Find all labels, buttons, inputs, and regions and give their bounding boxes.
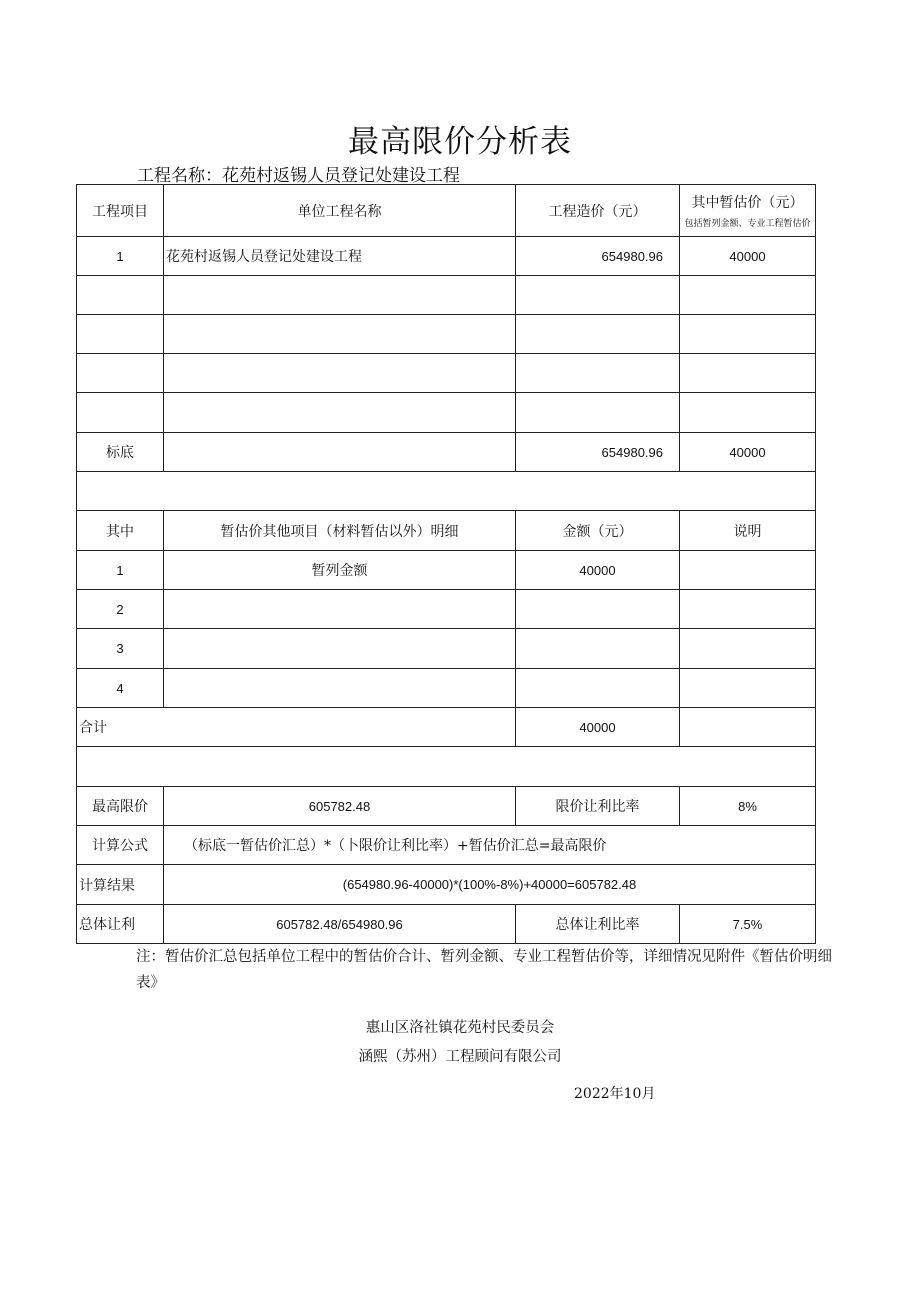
table-row — [77, 354, 816, 393]
biaodi-label: 标底 — [77, 433, 164, 472]
result-row — [77, 865, 816, 905]
overall-ratio: 7.5% — [680, 905, 816, 944]
result-text: (654980.96-40000)*(100%-8%)+40000=605782.48 — [164, 865, 816, 905]
row1-estimate: 40000 — [680, 237, 816, 276]
page-title: 最高限价分析表 — [348, 124, 572, 160]
formula-text: （标底一暂估价汇总）*（卜限价让利比率）+暂估价汇总=最高限价 — [164, 826, 816, 865]
detail-header-c4: 说明 — [680, 511, 816, 551]
detail-name — [164, 590, 516, 629]
biaodi-cost: 654980.96 — [516, 433, 680, 472]
detail-row — [77, 629, 816, 669]
total-amount: 40000 — [516, 708, 680, 747]
detail-name — [164, 669, 516, 708]
total-row — [77, 708, 816, 747]
total-label: 合计 — [77, 708, 516, 747]
table-row — [77, 276, 816, 315]
table-row — [77, 237, 816, 276]
header-estimate-main: 其中暂估价（元） — [691, 195, 804, 211]
formula-label: 计算公式 — [77, 826, 164, 865]
max-price-row — [77, 787, 816, 826]
detail-row — [77, 669, 816, 708]
result-label: 计算结果 — [77, 865, 164, 905]
overall-label: 总体让利 — [77, 905, 164, 944]
biaodi-row — [77, 433, 816, 472]
header-cost: 工程造价（元） — [516, 185, 680, 237]
header-project-item: 工程项目 — [77, 185, 164, 237]
detail-header-row — [77, 511, 816, 551]
spacer-row — [77, 472, 816, 511]
project-name: 工程名称：花苑村返锡人员登记处建设工程 — [137, 166, 460, 186]
row1-no: 1 — [77, 237, 164, 276]
signature-org1: 惠山区洛社镇花苑村民委员会 — [365, 1020, 555, 1036]
detail-row — [77, 551, 816, 590]
detail-header-c3: 金额（元） — [516, 511, 680, 551]
overall-ratio-label: 总体让利比率 — [516, 905, 680, 944]
detail-header-c2: 暂估价其他项目（材料暂估以外）明细 — [164, 511, 516, 551]
detail-no: 1 — [77, 551, 164, 590]
max-price-ratio: 8% — [680, 787, 816, 826]
max-price-ratio-label: 限价让利比率 — [516, 787, 680, 826]
row1-cost: 654980.96 — [516, 237, 680, 276]
price-analysis-table — [76, 184, 816, 944]
max-price-value: 605782.48 — [164, 787, 516, 826]
max-price-label: 最高限价 — [77, 787, 164, 826]
detail-no: 3 — [77, 629, 164, 669]
detail-amount — [516, 629, 680, 669]
spacer-row — [77, 747, 816, 787]
table-row — [77, 393, 816, 433]
signature-date: 2022年10月 — [574, 1086, 656, 1102]
formula-row — [77, 826, 816, 865]
detail-name: 暂列金额 — [164, 551, 516, 590]
overall-row — [77, 905, 816, 944]
overall-value: 605782.48/654980.96 — [164, 905, 516, 944]
detail-header-c1: 其中 — [77, 511, 164, 551]
detail-name — [164, 629, 516, 669]
header-estimate — [680, 185, 816, 237]
table-header-row — [77, 185, 816, 237]
detail-row — [77, 590, 816, 629]
detail-no: 2 — [77, 590, 164, 629]
detail-amount: 40000 — [516, 551, 680, 590]
row1-name: 花苑村返锡人员登记处建设工程 — [164, 237, 516, 276]
detail-amount — [516, 590, 680, 629]
table-row — [77, 315, 816, 354]
detail-amount — [516, 669, 680, 708]
detail-no: 4 — [77, 669, 164, 708]
signature-org2: 涵熙（苏州）工程顾问有限公司 — [358, 1049, 562, 1065]
header-estimate-sub: 包括暂列金额、专业工程暂估价 — [684, 219, 811, 229]
footnote: 注：暂估价汇总包括单位工程中的暂估价合计、暂列金额、专业工程暂估价等，详细情况见附件《暂估价明细表》 — [136, 949, 832, 991]
header-unit-name: 单位工程名称 — [164, 185, 516, 237]
biaodi-estimate: 40000 — [680, 433, 816, 472]
